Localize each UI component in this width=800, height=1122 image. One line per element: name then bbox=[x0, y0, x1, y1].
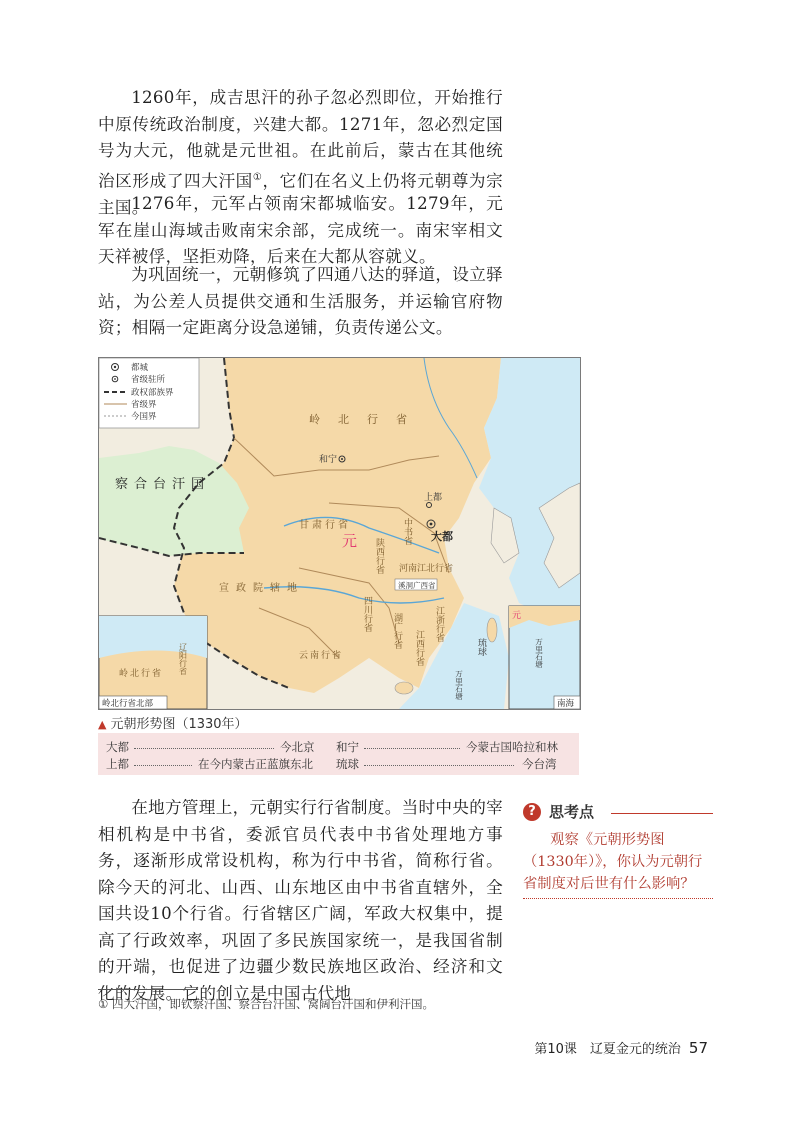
jiangxi-label: 江西行省 bbox=[414, 630, 424, 666]
gloss-term-liuqiu: 琉球 bbox=[336, 757, 359, 771]
think-point-rule bbox=[611, 813, 713, 814]
question-icon: ? bbox=[523, 803, 541, 821]
yuan-label: 元 bbox=[342, 532, 358, 550]
paragraph-3: 为巩固统一，元朝修筑了四通八达的驿道，设立驿站，为公差人员提供交通和生活服务，并运输官府物资；相隔一定距离分设急递铺，负责传递公文。 bbox=[98, 265, 503, 337]
paragraph-1-text: 1260年，成吉思汗的孙子忽必烈即位，开始推行中原传统政治制度，兴建大都。1271年，忽必烈定国号为大元，他就是元世祖。在此前后，蒙古在其他统治区形成了四大汗国 bbox=[98, 88, 503, 191]
footnote-ref[interactable]: ① bbox=[252, 171, 263, 183]
footnote-rule bbox=[98, 989, 198, 990]
lingbei-label: 岭北行省 bbox=[309, 413, 425, 426]
gloss-term-dadu: 大都 bbox=[106, 740, 129, 754]
xuanzheng-label: 宣政院辖地 bbox=[219, 583, 304, 594]
triangle-icon: ▲ bbox=[98, 718, 107, 731]
gloss-dots bbox=[364, 748, 460, 749]
lesson-title: 第10课 辽夏金元的统治 bbox=[534, 1042, 681, 1057]
hening-label: 和宁 bbox=[319, 455, 338, 465]
dadu-label: 大都 bbox=[431, 530, 453, 543]
jiangzhe-label: 江浙行省 bbox=[434, 606, 444, 642]
paragraph-1-tail: ，它们在名义上仍将元朝尊为宗主国。 bbox=[98, 171, 504, 217]
footnote: ① 四大汗国，即钦察汗国、察合台汗国、窝阔台汗国和伊利汗国。 bbox=[98, 997, 434, 1011]
yunnan-label: 云南行省 bbox=[299, 651, 344, 661]
liuqiu-label: 琉球 bbox=[476, 638, 486, 656]
sichuan-label: 四川行省 bbox=[362, 596, 372, 632]
gloss-def-dadu: 今北京 bbox=[280, 740, 315, 754]
legend-province-label: 省级界 bbox=[131, 400, 157, 410]
shangdu-label: 上都 bbox=[424, 493, 443, 503]
think-point-divider bbox=[523, 898, 713, 899]
shaanxi-label: 陕西行省 bbox=[374, 538, 384, 574]
gloss-dots bbox=[134, 748, 274, 749]
legend-regime-label: 政权部族界 bbox=[131, 388, 174, 398]
map-caption bbox=[98, 713, 248, 732]
gloss-def-liuqiu: 今台湾 bbox=[522, 757, 557, 771]
gloss-def-shangdu: 在今内蒙古正蓝旗东北 bbox=[198, 757, 313, 771]
liuqiu-island bbox=[487, 618, 497, 642]
map-caption-text: 元朝形势图（1330年） bbox=[110, 717, 248, 732]
inset-left-caption: 岭北行省北部 bbox=[102, 699, 154, 709]
think-point-text: 观察《元朝形势图（1330年）》，你认为元朝行省制度对后世有什么影响？ bbox=[523, 832, 703, 892]
page-number: 57 bbox=[688, 1039, 708, 1057]
chagatai-label: 察合台汗国 bbox=[115, 477, 211, 492]
paragraph-4: 在地方管理上，元朝实行行省制度。当时中央的宰相机构是中书省，委派官员代表中书省处理地方事务，逐渐形成常设机构，称为行中书省，简称行省。除今天的河北、山西、山东地区由中书省直辖外，全国共设10个行省。行省辖区广阔，军政大权集中，提高了行政效率，巩固了多民族国家统一，是我国省制的开端，也促进了边疆少数民族地区政治、经济和文化的发展。它的创立是中国古代地 bbox=[98, 798, 503, 1003]
legend-seat-label: 省级驻所 bbox=[131, 375, 166, 385]
gloss-dots bbox=[134, 765, 192, 766]
inset-lingbei-inner-label: 岭北行省 bbox=[119, 669, 164, 679]
inset-liaoyang-label: 辽阳行省 bbox=[178, 643, 188, 675]
inset-wanli-label: 万里石塘 bbox=[534, 638, 544, 668]
inset-right-caption: 南海 bbox=[557, 699, 575, 709]
page-footer bbox=[534, 1038, 708, 1057]
gloss-def-hening: 今蒙古国哈拉和林 bbox=[466, 740, 558, 754]
yuan-dynasty-map bbox=[98, 357, 581, 710]
gloss-term-shangdu: 上都 bbox=[106, 757, 129, 771]
inset-yuan-label: 元 bbox=[512, 611, 522, 621]
henan-label: 河南江北行省 bbox=[399, 564, 454, 574]
huguang-label: 湖广行省 bbox=[392, 613, 402, 649]
think-point-title: 思考点 bbox=[549, 803, 595, 821]
map-glossary bbox=[98, 733, 579, 775]
legend-modern-label: 今国界 bbox=[131, 412, 157, 422]
gansu-label: 甘肃行省 bbox=[299, 520, 351, 531]
hainan-island bbox=[395, 682, 413, 694]
guangxi-label: 溪洞广西省 bbox=[398, 581, 436, 590]
legend-capital-label: 都城 bbox=[131, 363, 149, 373]
gloss-term-hening: 和宁 bbox=[336, 740, 359, 754]
gloss-dots bbox=[364, 765, 514, 766]
wanlishi-label: 万里石塘 bbox=[454, 670, 464, 700]
paragraph-2: 1276年，元军占领南宋都城临安。1279年，元军在崖山海域击败南宋余部，完成统一。南宋宰相文天祥被俘，坚拒劝降，后来在大都从容就义。 bbox=[98, 194, 503, 266]
zhongshu-label: 中书省 bbox=[402, 518, 412, 545]
